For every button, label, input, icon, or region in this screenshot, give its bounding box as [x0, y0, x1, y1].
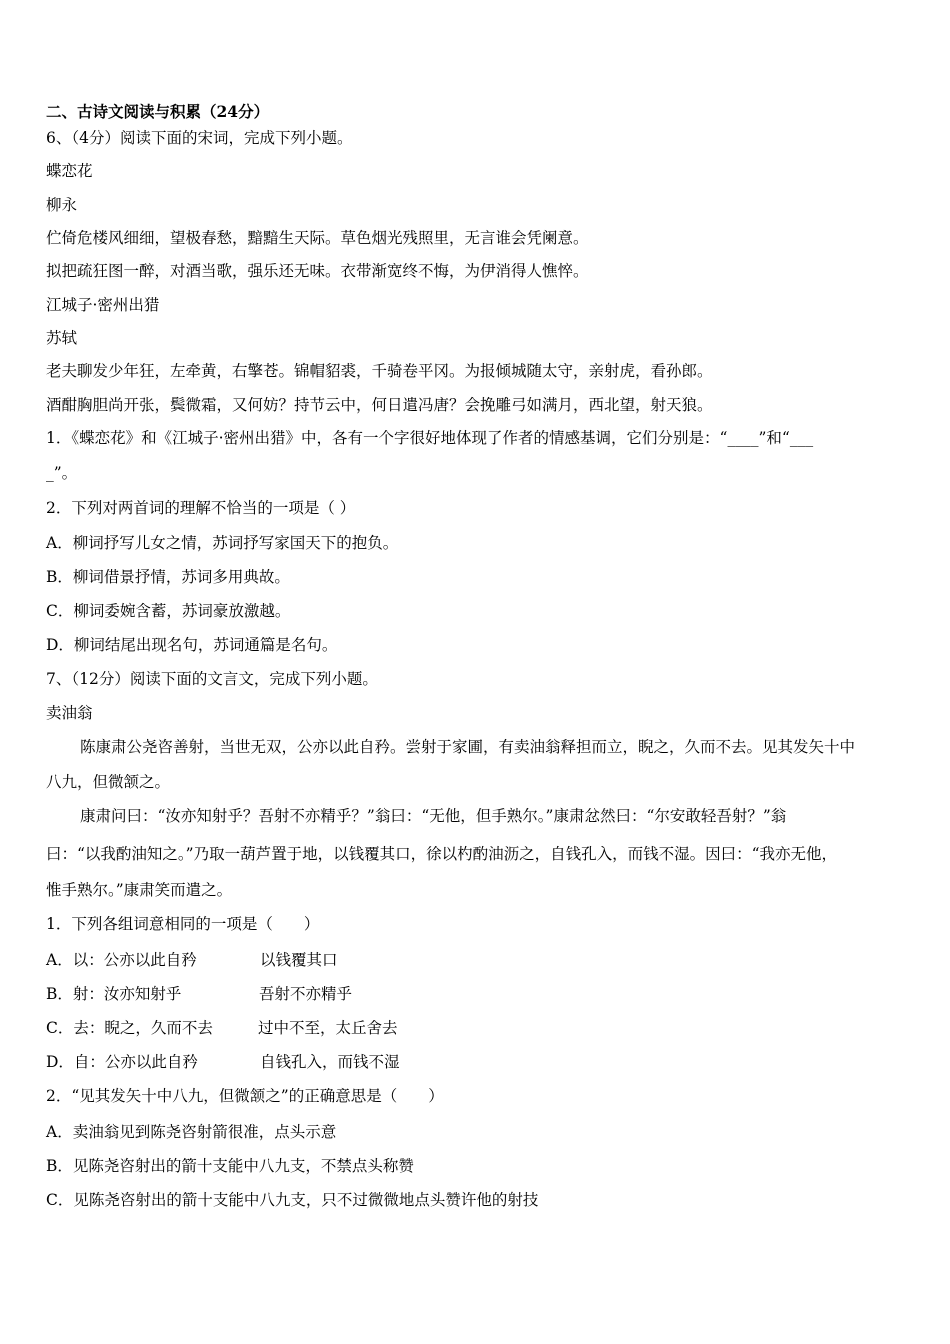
q7-sub1-option-b: 自钱孔入，而钱不湿: [260, 1053, 400, 1071]
q7-sub1-option: [46, 1018, 213, 1038]
option-part-a: B．射：汝亦知射乎: [46, 985, 182, 1003]
poem2-line: 老夫聊发少年狂，左牵黄，右擎苍。锦帽貂裘，千骑卷平冈。为报倾城随太守，亲射虎，看孙郎。: [46, 362, 713, 380]
q7-para2: 康肃问曰：“汝亦知射乎？吾射不亦精乎？”翁曰：“无他，但手熟尔。”康肃忿然曰：“尔安敢轻吾射？”翁: [80, 807, 787, 825]
poem2-title: 江城子·密州出猎: [46, 296, 160, 314]
q6-sub1-stem-cont: _”。: [46, 464, 78, 482]
q7-para2-cont: 曰：“以我酌油知之。”乃取一葫芦置于地，以钱覆其口，徐以杓酌油沥之，自钱孔入，而钱不湿。因曰：“我亦无他，: [46, 845, 838, 863]
q7-sub1-option: [46, 950, 197, 970]
poem1-title: 蝶恋花: [46, 162, 93, 180]
q6-sub2-stem: 2．下列对两首词的理解不恰当的一项是（ ）: [46, 499, 356, 517]
q7-sub1-option-b: 吾射不亦精乎: [259, 985, 353, 1003]
option-part-a: D．自：公亦以此自矜: [46, 1053, 198, 1071]
q7-para1-cont: 八九，但微颔之。: [46, 773, 171, 791]
poem2-line: 酒酣胸胆尚开张，鬓微霜，又何妨？持节云中，何日遣冯唐？会挽雕弓如满月，西北望，射天狼。: [46, 396, 713, 414]
option-part-a: A．以：公亦以此自矜: [46, 951, 197, 969]
section-title: 二、古诗文阅读与积累（24分）: [46, 102, 270, 121]
q7-stem: 7、（12分）阅读下面的文言文，完成下列小题。: [46, 670, 378, 688]
q7-sub2-stem: 2．“见其发矢十中八九，但微颔之”的正确意思是（ ）: [46, 1087, 444, 1105]
q6-stem: 6、（4分）阅读下面的宋词，完成下列小题。: [46, 129, 353, 147]
q7-sub2-option: A．卖油翁见到陈尧咨射箭很准，点头示意: [46, 1123, 337, 1141]
q7-sub1-option: [46, 984, 181, 1004]
poem1-author: 柳永: [46, 196, 78, 214]
q7-sub1-option: [46, 1052, 198, 1072]
q6-sub2-option: B．柳词借景抒情，苏词多用典故。: [46, 568, 290, 586]
q7-para1: 陈康肃公尧咨善射，当世无双，公亦以此自矜。尝射于家圃，有卖油翁释担而立，睨之，久而不去。见其发矢十中: [80, 738, 856, 756]
q7-sub1-stem: 1．下列各组词意相同的一项是（ ）: [46, 915, 320, 933]
poem2-author: 苏轼: [46, 329, 78, 347]
q7-sub2-option: C．见陈尧咨射出的箭十支能中八九支，只不过微微地点头赞许他的射技: [46, 1191, 539, 1209]
q6-sub2-option: A．柳词抒写儿女之情，苏词抒写家国天下的抱负。: [46, 534, 399, 552]
q7-para2-cont: 惟手熟尔。”康肃笑而遣之。: [46, 881, 233, 899]
q6-sub1-stem: 1．《蝶恋花》和《江城子·密州出猎》中，各有一个字很好地体现了作者的情感基调，它们分别是：“____”和“___: [46, 429, 814, 447]
poem1-line: 拟把疏狂图一醉，对酒当歌，强乐还无味。衣带渐宽终不悔，为伊消得人憔悴。: [46, 262, 589, 280]
option-part-a: C．去：睨之，久而不去: [46, 1019, 213, 1037]
q7-sub2-option: B．见陈尧咨射出的箭十支能中八九支，不禁点头称赞: [46, 1157, 414, 1175]
q7-sub1-option-b: 以钱覆其口: [260, 951, 338, 969]
q6-sub2-option: D．柳词结尾出现名句，苏词通篇是名句。: [46, 636, 338, 654]
q7-sub1-option-b: 过中不至，太丘舍去: [258, 1019, 398, 1037]
q7-title: 卖油翁: [46, 704, 93, 722]
q6-sub2-option: C．柳词委婉含蓄，苏词豪放激越。: [46, 602, 291, 620]
poem1-line: 伫倚危楼风细细，望极春愁，黯黯生天际。草色烟光残照里，无言谁会凭阑意。: [46, 229, 589, 247]
